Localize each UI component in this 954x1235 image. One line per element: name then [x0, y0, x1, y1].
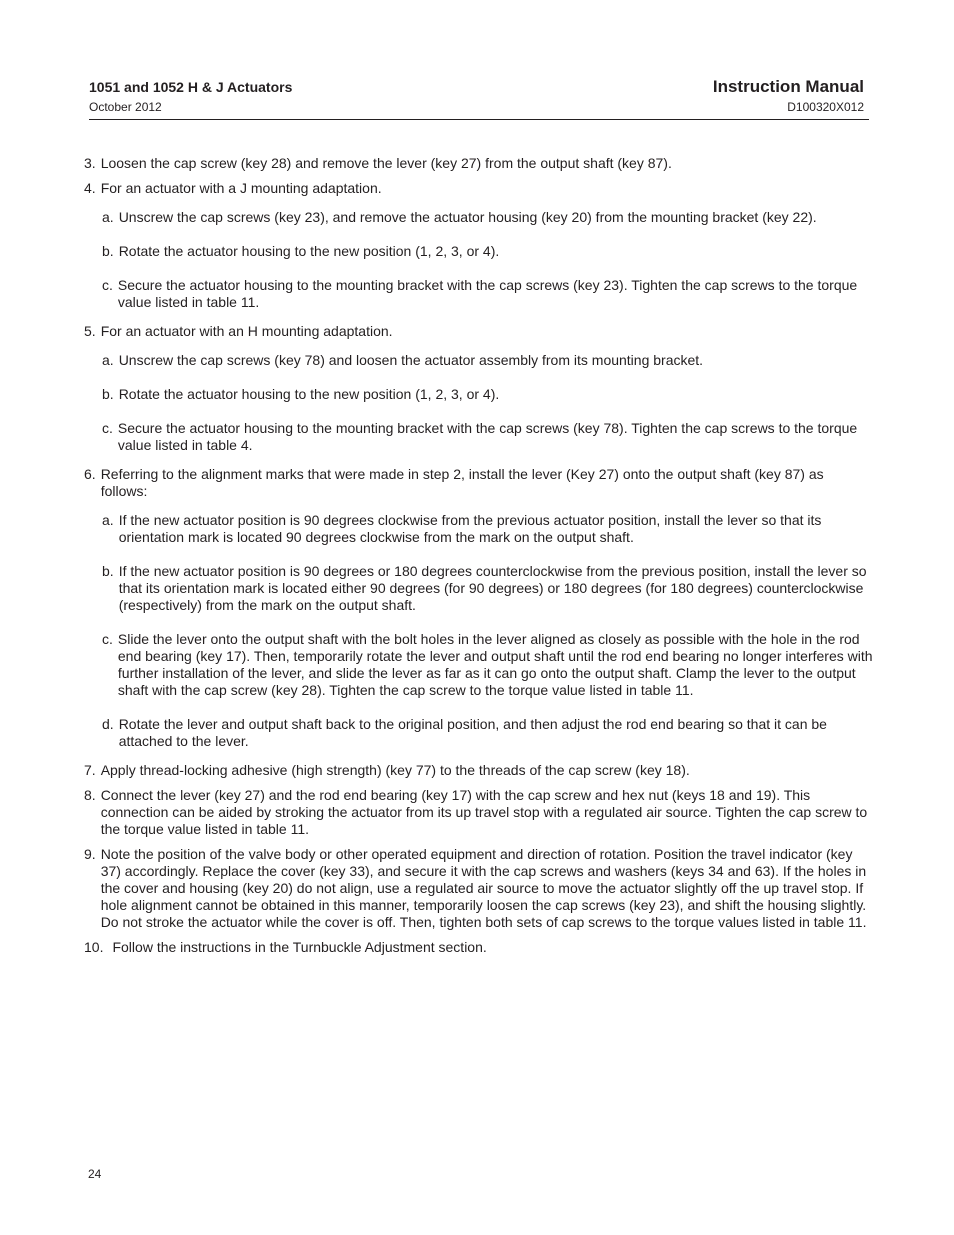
substep-a: [102, 352, 874, 369]
page-header: [89, 78, 869, 120]
substep-text: Slide the lever onto the output shaft with the bolt holes in the lever aligned as closely as possible with the hole in the rod end bearing (key 17). Then, temporarily rotate the lever and output shaft until the rod end bearing no longer interferes with further installation of the lever, and slide the lever as far as it can go onto the output shaft. Clamp the lever to the output shaft with the cap screw (key 28). Tighten the cap screw to the torque value listed in table 11.: [117, 631, 873, 698]
instruction-steps: [84, 155, 874, 956]
step-text: Follow the instructions in the Turnbuckle Adjustment section.: [112, 939, 487, 955]
substep-c: [102, 420, 874, 454]
substep-d: [102, 716, 874, 750]
substep-letter: c.: [102, 277, 113, 293]
substep-text: Secure the actuator housing to the mounting bracket with the cap screws (key 23). Tighten the cap screws to the torque value listed in table 11.: [117, 277, 858, 310]
step-text: Loosen the cap screw (key 28) and remove the lever (key 27) from the output shaft (key 87).: [100, 155, 672, 171]
substep-letter: b.: [102, 563, 114, 579]
substep-text: Secure the actuator housing to the mounting bracket with the cap screws (key 78). Tighten the cap screws to the torque value listed in table 4.: [117, 420, 858, 453]
step-text: For an actuator with a J mounting adaptation.: [100, 180, 382, 196]
substep-text: Unscrew the cap screws (key 23), and remove the actuator housing (key 20) from the mounting bracket (key 22).: [118, 209, 817, 225]
step-7: [84, 762, 874, 779]
substeps: [102, 352, 874, 454]
step-number: 10.: [84, 939, 104, 955]
substep-letter: b.: [102, 243, 114, 259]
substep-a: [102, 512, 874, 546]
step-9: [84, 846, 874, 931]
step-number: 5.: [84, 323, 96, 339]
substep-text: Rotate the actuator housing to the new position (1, 2, 3, or 4).: [118, 386, 500, 402]
substeps: [102, 512, 874, 750]
product-title: 1051 and 1052 H & J Actuators: [89, 79, 293, 95]
step-text: Note the position of the valve body or other operated equipment and direction of rotation. Position the travel indicator (key 37) accordingly. Replace the cover (key 33), and secure it with the cap screws and washers (keys 34 and 63). If the holes in the cover and housing (key 20) do not align, use a regulated air source to move the actuator slightly off the up travel stop. If hole alignment cannot be obtained in this manner, temporarily loosen the cap screws (key 23), and shift the housing slightly. Do not stroke the actuator while the cover is off. Then, tighten both sets of cap screws to the torque values listed in table 11.: [100, 846, 867, 930]
step-8: [84, 787, 874, 838]
step-text: Referring to the alignment marks that were made in step 2, install the lever (Key 27) onto the output shaft (key 87) as follows:: [100, 466, 824, 499]
step-4: [84, 180, 874, 311]
substep-letter: c.: [102, 631, 113, 647]
substep-b: [102, 563, 874, 614]
substep-letter: d.: [102, 716, 114, 732]
step-number: 9.: [84, 846, 96, 862]
page-number: 24: [88, 1167, 102, 1181]
manual-title: Instruction Manual: [712, 77, 864, 96]
step-3: [84, 155, 874, 172]
substep-text: Unscrew the cap screws (key 78) and loosen the actuator assembly from its mounting bracket.: [118, 352, 704, 368]
step-text: Apply thread-locking adhesive (high strength) (key 77) to the threads of the cap screw (key 18).: [100, 762, 690, 778]
substep-letter: b.: [102, 386, 114, 402]
substep-text: If the new actuator position is 90 degrees clockwise from the previous actuator position, install the lever so that its orientation mark is located 90 degrees clockwise from the mark on the output shaft.: [118, 512, 822, 545]
step-5: [84, 323, 874, 454]
document-number: D100320X012: [787, 100, 864, 114]
step-text: Connect the lever (key 27) and the rod end bearing (key 17) with the cap screw and hex nut (keys 18 and 19). This connection can be aided by stroking the actuator from its up travel stop with a regulated air source. Tighten the cap screw to the torque value listed in table 11.: [100, 787, 868, 837]
substep-letter: c.: [102, 420, 113, 436]
substep-text: If the new actuator position is 90 degrees or 180 degrees counterclockwise from the previous position, install the lever so that its orientation mark is located either 90 degrees (for 90 degrees) or 180 degrees (for 180 degrees) counterclockwise (respectively) from the mark on the output shaft.: [118, 563, 867, 613]
step-text: For an actuator with an H mounting adaptation.: [100, 323, 393, 339]
step-10: [84, 939, 874, 956]
substep-letter: a.: [102, 209, 114, 225]
step-number: 4.: [84, 180, 96, 196]
substep-c: [102, 631, 874, 699]
substep-text: Rotate the actuator housing to the new position (1, 2, 3, or 4).: [118, 243, 500, 259]
substep-b: [102, 243, 874, 260]
substep-text: Rotate the lever and output shaft back to the original position, and then adjust the rod end bearing so that it can be attached to the lever.: [118, 716, 827, 749]
substep-letter: a.: [102, 512, 114, 528]
publication-date: October 2012: [89, 100, 162, 114]
substep-b: [102, 386, 874, 403]
step-number: 6.: [84, 466, 96, 482]
step-number: 3.: [84, 155, 96, 171]
step-6: [84, 466, 874, 750]
substep-letter: a.: [102, 352, 114, 368]
substep-a: [102, 209, 874, 226]
step-number: 8.: [84, 787, 96, 803]
substeps: [102, 209, 874, 311]
substep-c: [102, 277, 874, 311]
step-number: 7.: [84, 762, 96, 778]
